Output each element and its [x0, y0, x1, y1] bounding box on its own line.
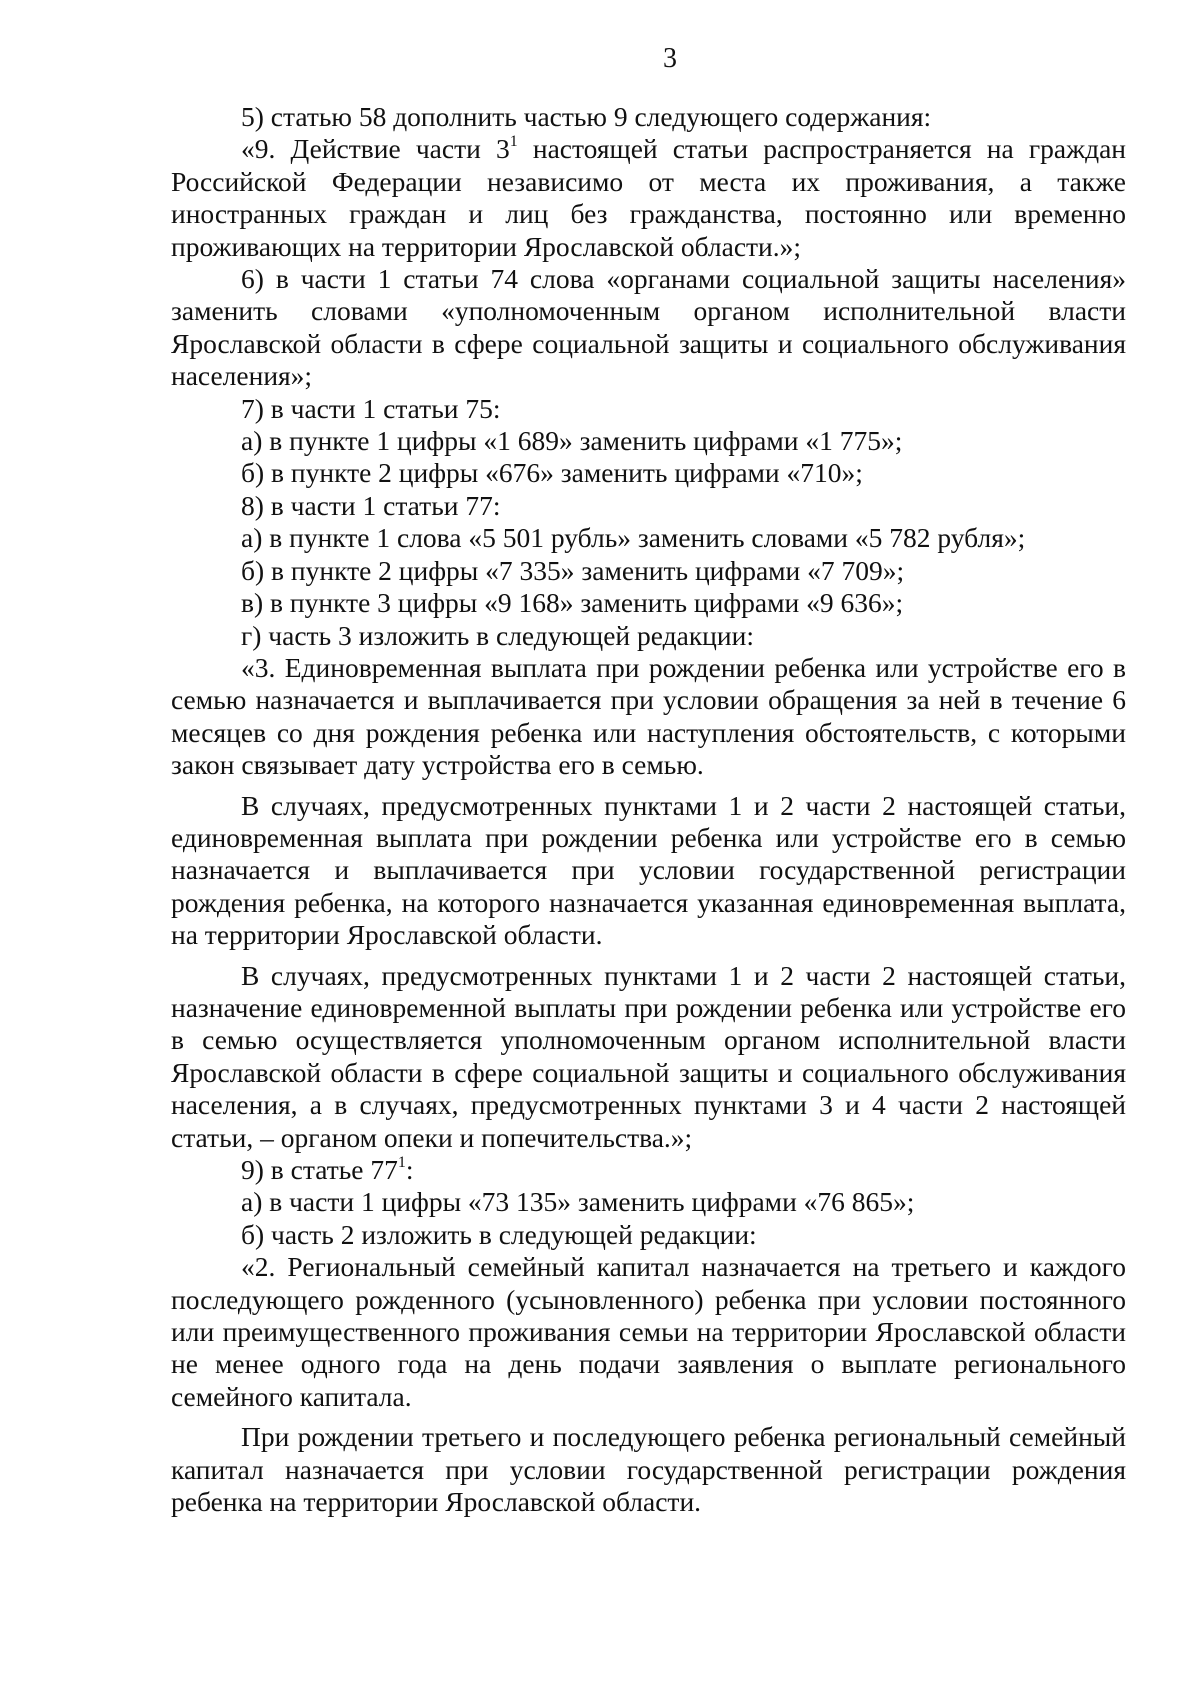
amendment-item-9 [171, 1154, 1126, 1186]
document-body [171, 101, 1126, 1518]
quoted-paragraph: При рождении третьего и последующего ребенка региональный семейный капитал назначается при условии государственной регистрации рождения ребенка на территории Ярославской области. [171, 1421, 1126, 1518]
quoted-paragraph: «3. Единовременная выплата при рождении ребенка или устройстве его в семью назначается и выплачивается при условии обращения за ней в течение 6 месяцев со дня рождения ребенка или наступления обстоятельств, с которыми закон связывает дату устройства его в семью. [171, 651, 1126, 781]
amendment-item-6: 6) в части 1 статьи 74 слова «органами социальной защиты населения» заменить словами «уполномоченным органом исполнительной власти Ярославской области в сфере социальной защиты и социального обслуживания населения»; [171, 263, 1126, 392]
amendment-subitem: в) в пункте 3 цифры «9 168» заменить цифрами «9 636»; [241, 587, 904, 619]
amendment-subitem: г) часть 3 изложить в следующей редакции: [241, 619, 754, 651]
amendment-subitem: б) в пункте 2 цифры «7 335» заменить цифрами «7 709»; [241, 554, 905, 586]
amendment-subitem: б) в пункте 2 цифры «676» заменить цифрами «710»; [241, 457, 863, 489]
quoted-paragraph: В случаях, предусмотренных пунктами 1 и 2 части 2 настоящей статьи, назначение единовременной выплаты при рождении ребенка или устройстве его в семью осуществляется уполномоченным органом исполнительной власти Ярославской области в сфере социальной защиты и социального обслуживания населения, а в случаях, предусмотренных пунктами 3 и 4 части 2 настоящей статьи, – органом опеки и попечительства.»; [171, 959, 1126, 1153]
page-number: 3 [663, 43, 677, 74]
text-fragment: «9. Действие части 3 [241, 133, 510, 165]
superscript: 1 [397, 1154, 406, 1171]
amendment-subitem: б) часть 2 изложить в следующей редакции: [241, 1218, 757, 1250]
amendment-subitem: а) в пункте 1 слова «5 501 рубль» заменить словами «5 782 рубля»; [241, 522, 1026, 554]
quoted-paragraph: В случаях, предусмотренных пунктами 1 и 2 части 2 настоящей статьи, единовременная выплата при рождении ребенка или устройстве его в семью назначается и выплачивается при условии государственной регистрации рождения ребенка, на которого назначается указанная единовременная выплата, на территории Ярославской области. [171, 789, 1126, 951]
text-fragment: : [405, 1154, 414, 1185]
text-fragment: 9) в статье 77 [241, 1154, 398, 1185]
amendment-item-8: 8) в части 1 статьи 77: [241, 489, 501, 521]
amendment-quote-part-9 [171, 133, 1126, 263]
amendment-item-5: 5) статью 58 дополнить частью 9 следующего содержания: [241, 101, 932, 132]
quoted-paragraph: «2. Региональный семейный капитал назначается на третьего и каждого последующего рожденного (усыновленного) ребенка при условии постоянного или преимущественного проживания семьи на территории Ярославской области не менее одного года на день подачи заявления о выплате регионального семейного капитала. [171, 1251, 1126, 1412]
amendment-subitem: а) в пункте 1 цифры «1 689» заменить цифрами «1 775»; [241, 425, 903, 457]
superscript: 1 [509, 133, 518, 151]
text-fragment: настоящей статьи распространяется на граждан Российской Федерации независимо от места их проживания, а также иностранных граждан и лиц без гражданства, постоянно или временно проживающих на территории Ярославской области.»; [171, 133, 1126, 262]
amendment-item-7: 7) в части 1 статьи 75: [241, 392, 501, 424]
amendment-subitem: а) в части 1 цифры «73 135» заменить цифрами «76 865»; [241, 1186, 915, 1218]
